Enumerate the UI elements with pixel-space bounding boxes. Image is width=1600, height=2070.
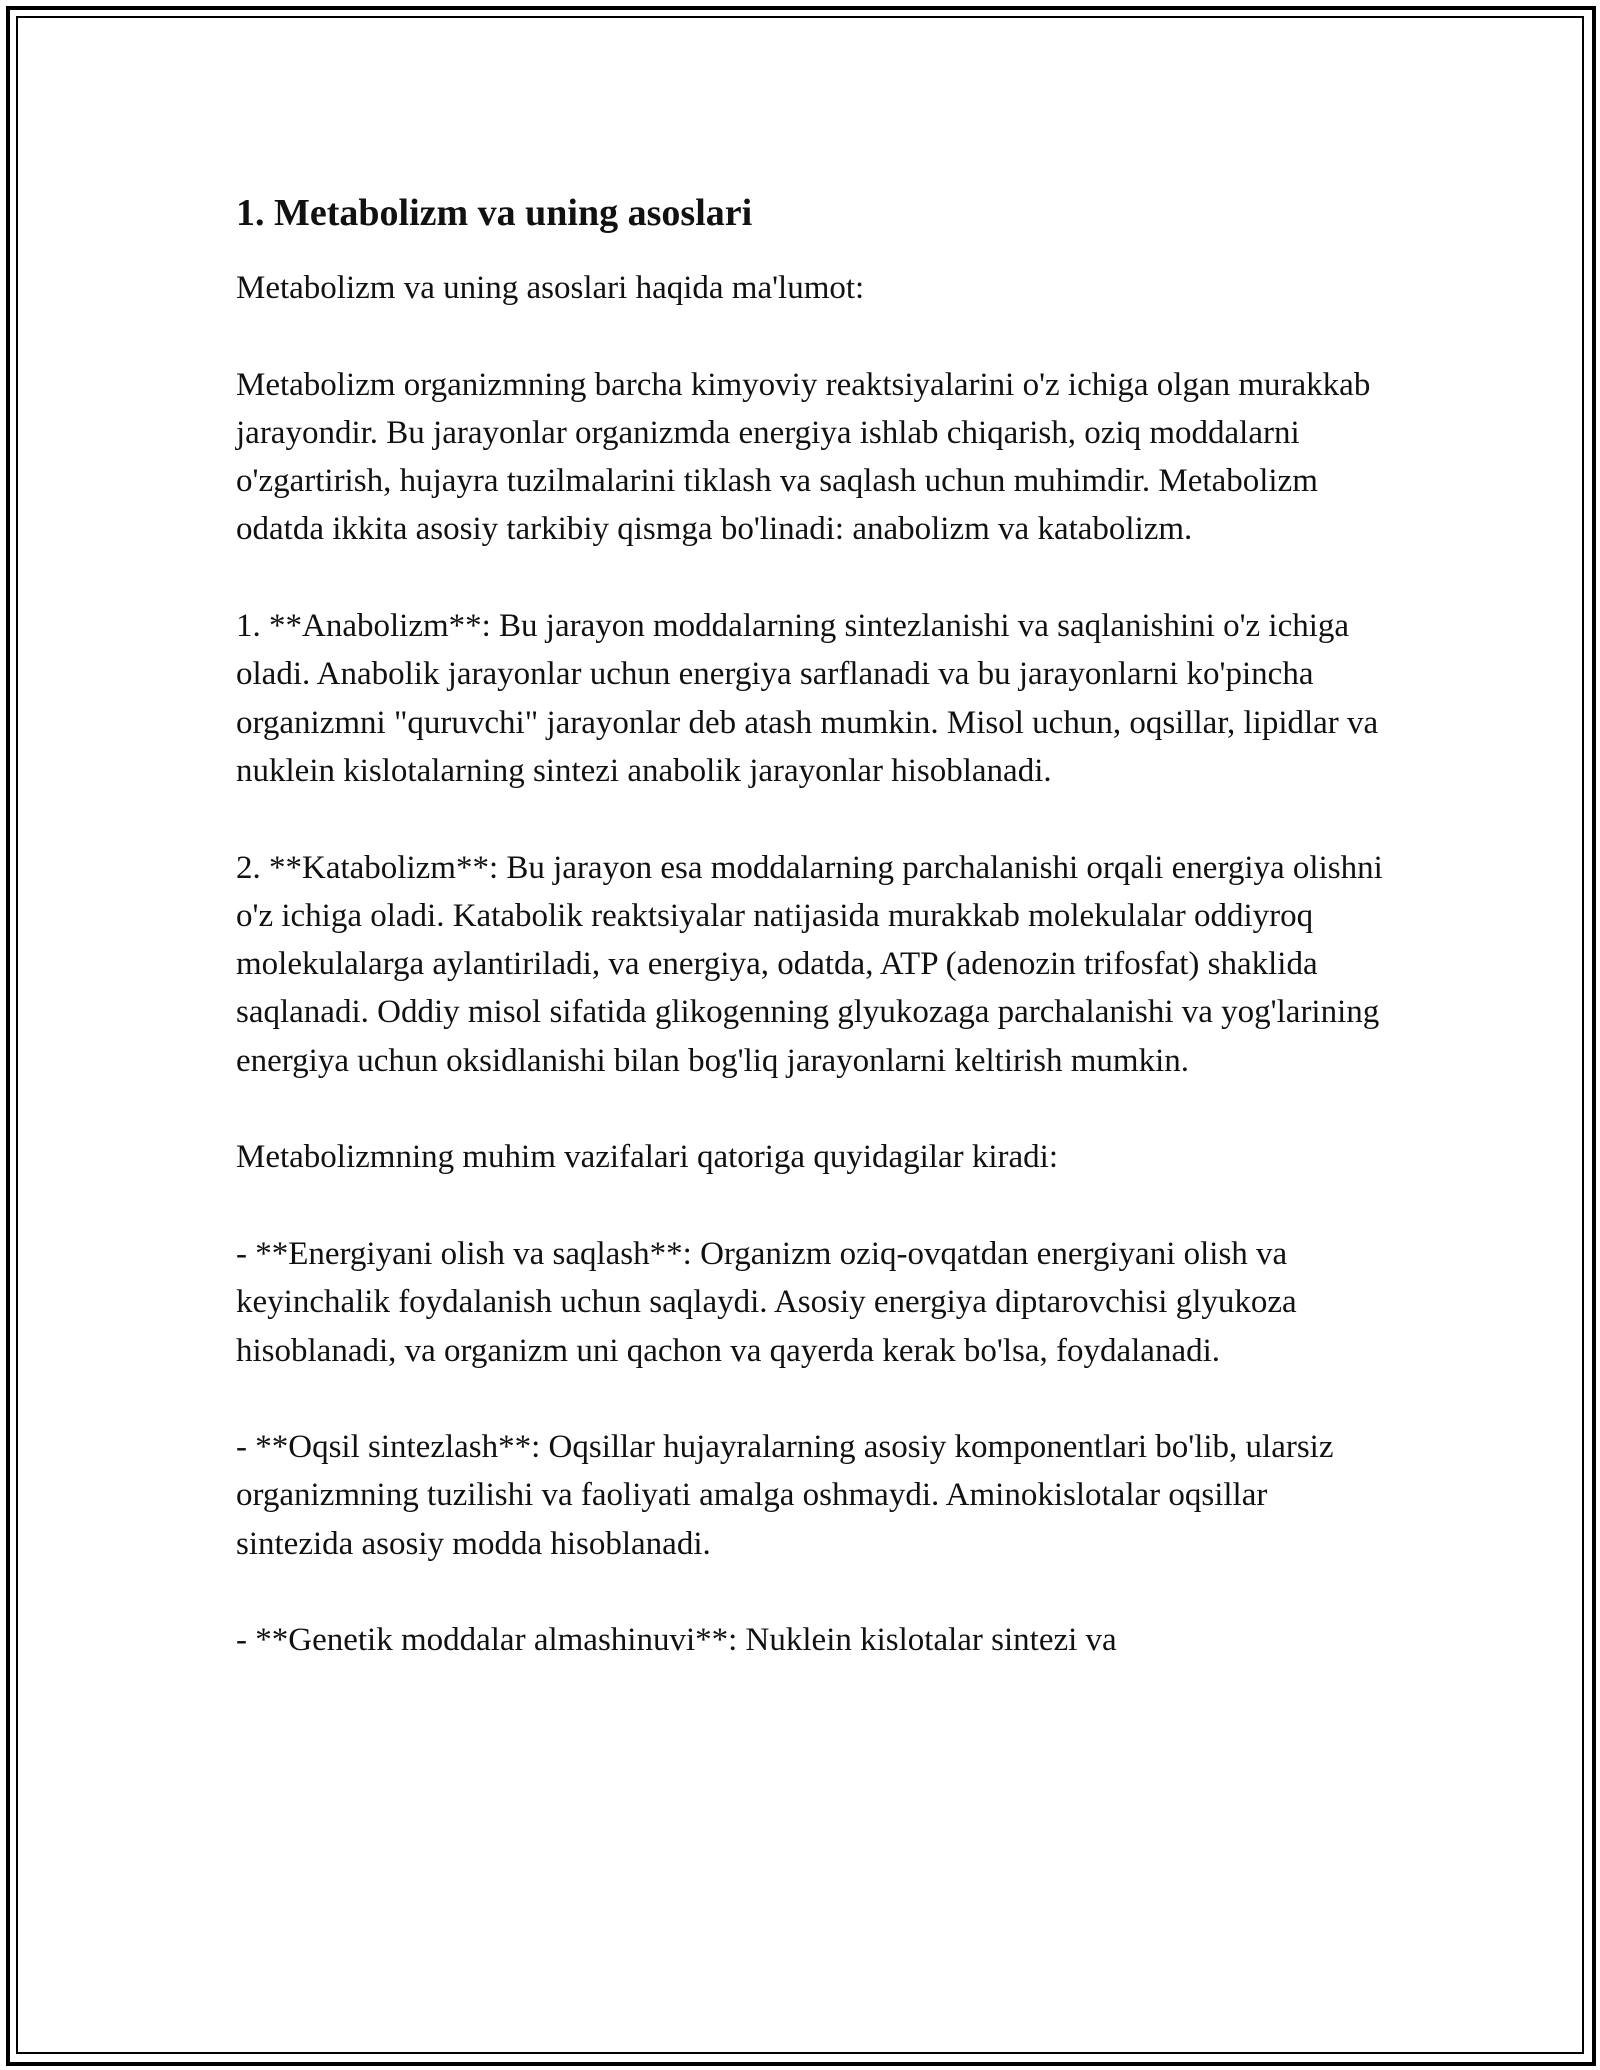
anabolism-paragraph: 1. **Anabolizm**: Bu jarayon moddalarning sintezlanishi va saqlanishini o'z ichiga oladi. Anabolik jarayonlar uchun energiya sarflanadi va bu jarayonlarni ko'pincha organizmni "quruvchi" jarayonlar deb atash mumkin. Misol uchun, oqsillar, lipidlar va nuklein kislotalarning sintezi anabolik jarayonlar hisoblanadi. (236, 608, 1379, 789)
functions-intro-paragraph: Metabolizmning muhim vazifalari qatoriga quyidagilar kiradi: (236, 1139, 1059, 1176)
list-item-protein: - **Oqsil sintezlash**: Oqsillar hujayralarning asosiy komponentlari bo'lib, ularsiz organizmning tuzilishi va faoliyati amalga oshmaydi. Aminokislotalar oqsillar sintezida asosiy modda hisoblanadi. (236, 1429, 1334, 1562)
catabolism-paragraph: 2. **Katabolizm**: Bu jarayon esa moddalarning parchalanishi orqali energiya olishni o'z ichiga oladi. Katabolik reaktsiyalar natijasida murakkab molekulalar oddiyroq molekulalarga aylantiriladi, va energiya, odatda, ATP (adenozin trifosfat) shaklida saqlanadi. Oddiy misol sifatida glikogenning glyukozaga parchalanishi va yog'larining energiya uchun oksidlanishi bilan bog'liq jarayonlarni keltirish mumkin. (236, 849, 1383, 1079)
intro-paragraph: Metabolizm va uning asoslari haqida ma'lumot: (236, 270, 865, 306)
list-item-energy: - **Energiyani olish va saqlash**: Organizm oziq-ovqatdan energiyani olish va keyinchalik foydalanish uchun saqlaydi. Asosiy energiya diptarovchisi glyukoza hisoblanadi, va organizm uni qachon va qayerda kerak bo'lsa, foydalanadi. (236, 1235, 1297, 1369)
section-heading: 1. Metabolizm va uning asoslari (236, 192, 753, 234)
definition-paragraph: Metabolizm organizmning barcha kimyoviy reaktsiyalarini o'z ichiga olgan murakkab jarayondir. Bu jarayonlar organizmda energiya ishlab chiqarish, oziq moddalarni o'zgartirish, hujayra tuzilmalarini tiklash va saqlash uchun muhimdir. Metabolizm odatda ikkita asosiy tarkibiy qismga bo'linadi: anabolizm va katabolizm. (236, 366, 1371, 548)
document-body (236, 190, 1386, 1665)
list-item-genetic: - **Genetik moddalar almashinuvi**: Nuklein kislotalar sintezi va (236, 1622, 1117, 1659)
